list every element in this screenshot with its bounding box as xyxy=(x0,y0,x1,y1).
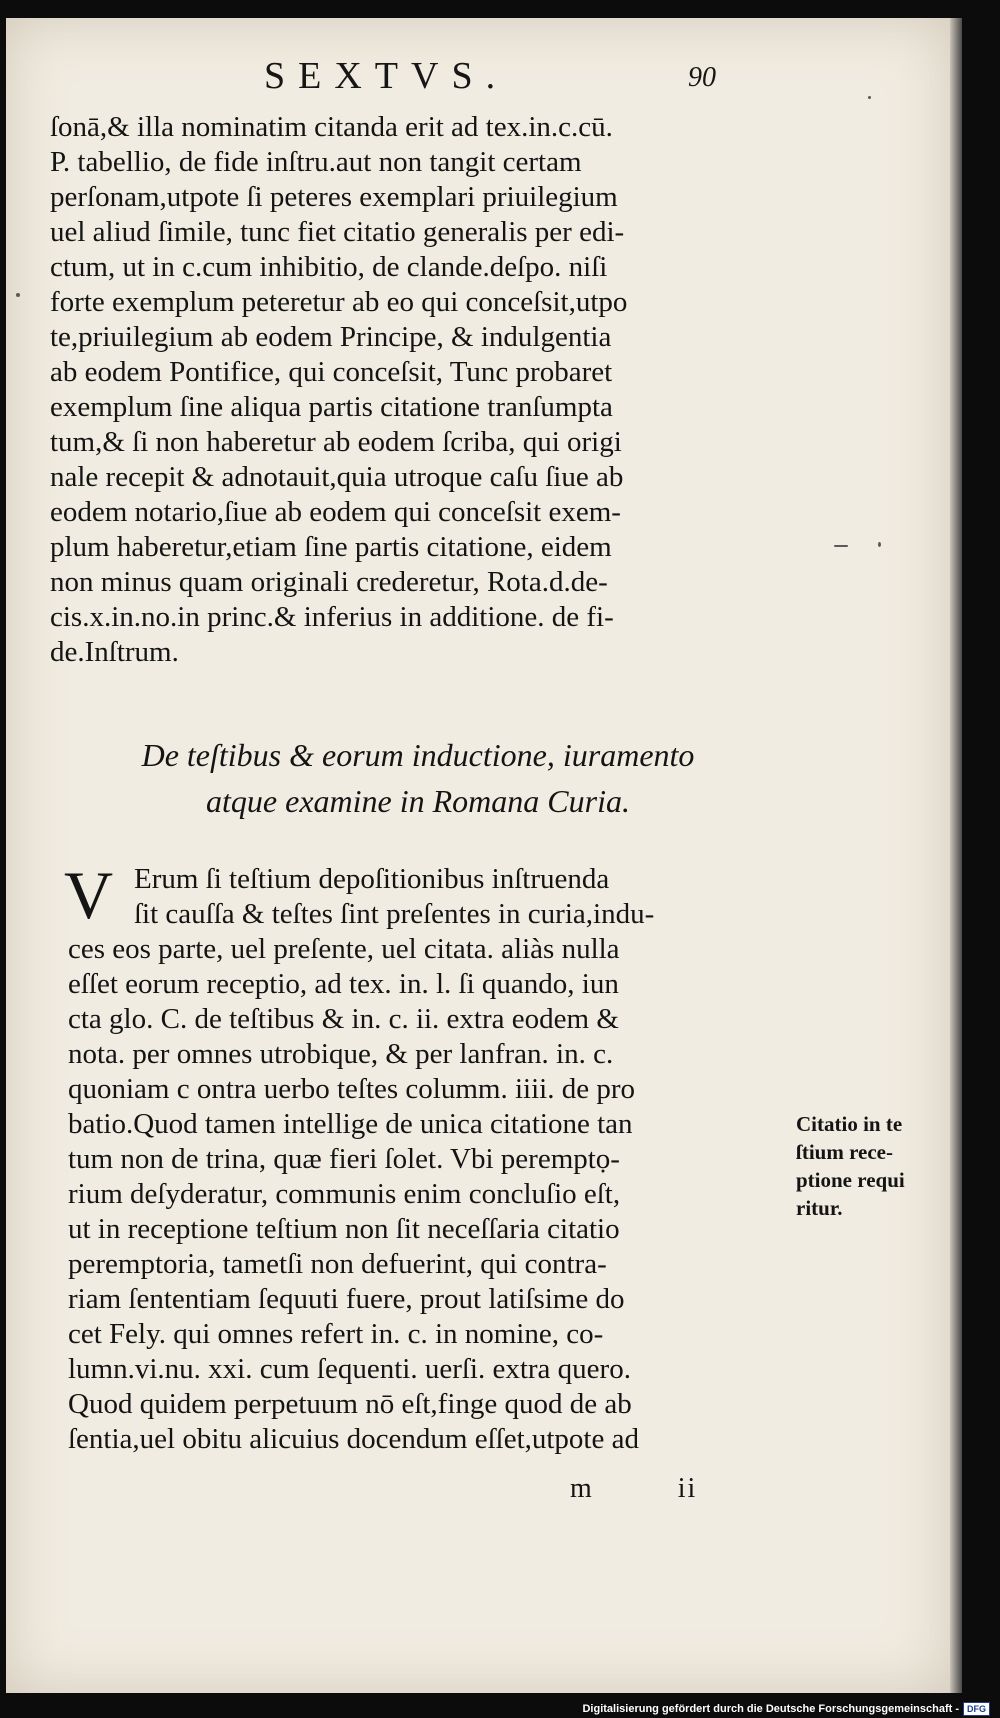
text-line: tum,& ſi non haberetur ab eodem ſcriba, qui origi xyxy=(50,426,622,458)
marginal-note-line: Citatio in te xyxy=(796,1112,903,1136)
text-line: eodem notario,ſiue ab eodem qui conceſsit exem- xyxy=(50,496,621,528)
paragraph-1 xyxy=(50,110,786,670)
marginal-note-line: ſtium rece- xyxy=(796,1140,893,1164)
page-edge xyxy=(950,18,962,1693)
heading-line: atque examine in Romana Curia. xyxy=(206,783,630,819)
text-line: cet Fely. qui omnes refert in. c. in nomine, co- xyxy=(68,1318,604,1350)
running-head: SEXTVS. xyxy=(264,55,509,97)
dfg-logo: DFG xyxy=(963,1702,990,1716)
text-line: ſit cauſſa & teſtes ſint preſentes in curia,indu- xyxy=(134,898,655,930)
text-line: ab eodem Pontifice, qui conceſsit, Tunc probaret xyxy=(50,356,613,388)
text-line: quoniam c ontra uerbo teſtes columm. iiii. de pro xyxy=(68,1073,635,1105)
text-line: eſſet eorum receptio, ad tex. in. l. ſi quando, iun xyxy=(68,968,619,1000)
text-line: Quod quidem perpetuum nō eſt,finge quod de ab xyxy=(68,1388,632,1420)
text-line: te,priuilegium ab eodem Principe, & indulgentia xyxy=(50,321,612,353)
text-line: batio.Quod tamen intellige de unica citatione tan xyxy=(68,1108,633,1140)
ink-speck xyxy=(878,542,881,547)
text-line: lumn.vi.nu. xxi. cum ſequenti. uerſi. extra quero. xyxy=(68,1353,631,1385)
section-heading xyxy=(50,732,786,824)
signature-mark xyxy=(570,1473,781,1505)
ink-speck xyxy=(868,96,871,99)
text-line: P. tabellio, de fide inſtru.aut non tangit certam xyxy=(50,146,582,178)
book-page xyxy=(6,18,950,1693)
heading-line: De teſtibus & eorum inductione, iuramento xyxy=(141,737,695,773)
text-line: perſonam,utpote ſi peteres exemplari priuilegium xyxy=(50,181,618,213)
text-line: exemplum ſine aliqua partis citatione tranſumpta xyxy=(50,391,613,423)
ink-speck xyxy=(834,545,848,547)
text-line: ſentia,uel obitu alicuius docendum eſſet,utpote ad xyxy=(68,1423,639,1455)
digitization-credit xyxy=(582,1700,990,1718)
credit-text: Digitalisierung gefördert durch die Deutsche Forschungsgemeinschaft - xyxy=(582,1703,959,1715)
page-number: 90 xyxy=(688,62,716,93)
text-line: ces eos parte, uel preſente, uel citata. aliàs nulla xyxy=(68,933,620,965)
marginal-note-line: ritur. xyxy=(796,1196,843,1220)
text-line: tum non de trina, quæ fieri ſolet. Vbi peremptọ- xyxy=(68,1143,620,1175)
text-line: ſonā,& illa nominatim citanda erit ad tex.in.c.cū. xyxy=(50,111,613,143)
text-line: peremptoria, tametſi non defuerint, qui contra- xyxy=(68,1248,607,1280)
text-line: nota. per omnes utrobique, & per lanfran. in. c. xyxy=(68,1038,614,1070)
text-line: ctum, ut in c.cum inhibitio, de clande.deſpo. niſi xyxy=(50,251,608,283)
text-line: nale recepit & adnotauit,quia utroque caſu ſiue ab xyxy=(50,461,624,493)
text-line: cis.x.in.no.in princ.& inferius in additione. de fi- xyxy=(50,601,614,633)
marginal-note xyxy=(796,1110,956,1222)
text-line: rium deſyderatur, communis enim concluſio eſt, xyxy=(68,1178,621,1210)
text-line: cta glo. C. de teſtibus & in. c. ii. extra eodem & xyxy=(68,1003,619,1035)
text-line: uel aliud ſimile, tunc fiet citatio generalis per edi- xyxy=(50,216,625,248)
signature-letter: m xyxy=(570,1473,594,1504)
signature-number: ii xyxy=(677,1473,698,1504)
text-line: riam ſententiam ſequuti fuere, prout latiſsime do xyxy=(68,1283,625,1315)
text-line: plum haberetur,etiam ſine partis citatione, eidem xyxy=(50,531,612,563)
marginal-note-line: ptione requi xyxy=(796,1168,905,1192)
drop-cap: V xyxy=(64,857,114,933)
text-line: Erum ſi teſtium depoſitionibus inſtruenda xyxy=(134,863,610,895)
text-line: ut in receptione teſtium non ſit neceſſaria citatio xyxy=(68,1213,620,1245)
text-line: de.Inſtrum. xyxy=(50,636,179,668)
text-line: non minus quam originali crederetur, Rota.d.de- xyxy=(50,566,608,598)
section-body xyxy=(64,857,786,1457)
ink-speck xyxy=(16,293,20,297)
text-line: forte exemplum peteretur ab eo qui conceſsit,utpo xyxy=(50,286,628,318)
